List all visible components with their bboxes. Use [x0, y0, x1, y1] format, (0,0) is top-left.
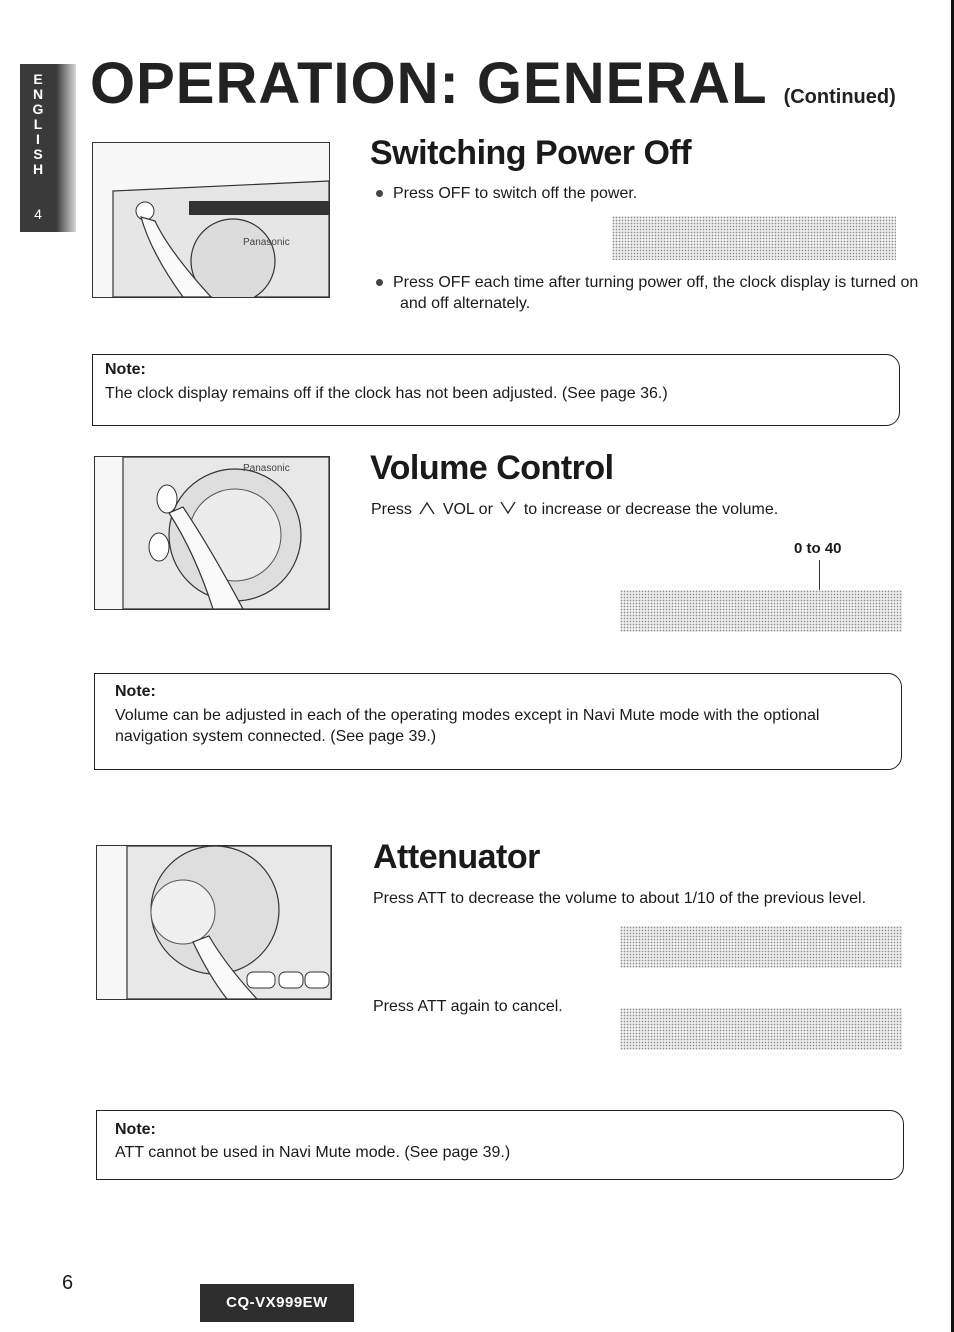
- language-letter: I: [36, 131, 40, 147]
- note-label: Note:: [115, 683, 156, 700]
- page-number: 6: [62, 1272, 74, 1294]
- brand-label: Panasonic: [243, 463, 290, 474]
- panel-drawing: [95, 457, 329, 609]
- language-letter: L: [33, 116, 43, 132]
- note-box-volume: [94, 673, 902, 770]
- up-arrow-icon: [418, 501, 436, 515]
- volume-text-press: Press: [371, 501, 412, 518]
- brand-label: Panasonic: [243, 237, 290, 248]
- volume-instruction: [371, 499, 891, 520]
- volume-text-mid: VOL or: [442, 501, 493, 518]
- power-off-bullet-2-text: Press OFF each time after turning power off, the clock display is turned on and off alternately.: [393, 274, 919, 312]
- page-title-continued: (Continued): [783, 86, 896, 108]
- note-text: ATT cannot be used in Navi Mute mode. (See page 39.): [115, 1144, 511, 1161]
- language-letter: G: [32, 101, 44, 117]
- panel-drawing: [93, 143, 329, 297]
- note-text: Volume can be adjusted in each of the operating modes except in Navi Mute mode with the optional navigation system connected. (See page 39.): [115, 707, 820, 745]
- page-title: [90, 50, 896, 117]
- language-letter: N: [32, 86, 44, 102]
- language-letters: [20, 72, 56, 177]
- note-text: The clock display remains off if the clock has not been adjusted. (See page 36.): [105, 385, 668, 402]
- power-off-bullet-1: [376, 183, 920, 204]
- language-tab: [20, 64, 76, 232]
- display-screen-image: [620, 1008, 902, 1050]
- note-box-power-off: [92, 354, 900, 426]
- display-screen-image: [620, 590, 902, 632]
- section-title-power-off: Switching Power Off: [370, 134, 692, 172]
- volume-illustration: [94, 456, 330, 610]
- attenuator-illustration: [96, 845, 332, 1000]
- tab-gradient: [56, 64, 76, 232]
- display-screen-image: [612, 216, 896, 260]
- panel-drawing: [97, 846, 331, 999]
- power-off-bullet-1-text: Press OFF to switch off the power.: [393, 185, 638, 202]
- note-label: Note:: [105, 361, 146, 378]
- language-letter: E: [33, 71, 43, 87]
- bullet-icon: [376, 279, 383, 286]
- language-letter: S: [33, 146, 43, 162]
- volume-range-label: 0 to 40: [794, 540, 842, 557]
- power-off-illustration: [92, 142, 330, 298]
- section-page-index: 4: [34, 206, 42, 222]
- down-arrow-icon: [499, 501, 517, 515]
- note-box-attenuator: [96, 1110, 904, 1180]
- volume-text-end: to increase or decrease the volume.: [523, 501, 779, 518]
- note-label: Note:: [115, 1121, 156, 1138]
- display-screen-image: [620, 926, 902, 968]
- power-off-bullet-2: [376, 272, 922, 314]
- bullet-icon: [376, 190, 383, 197]
- section-title-attenuator: Attenuator: [373, 838, 540, 876]
- language-letter: H: [32, 161, 44, 177]
- attenuator-instruction: Press ATT to decrease the volume to about 1/10 of the previous level.: [373, 890, 867, 907]
- model-badge: CQ-VX999EW: [200, 1284, 354, 1322]
- section-title-volume: Volume Control: [370, 449, 614, 487]
- range-pointer-line: [819, 560, 820, 594]
- page-title-main: OPERATION: GENERAL: [90, 51, 767, 116]
- attenuator-cancel-text: Press ATT again to cancel.: [373, 998, 563, 1015]
